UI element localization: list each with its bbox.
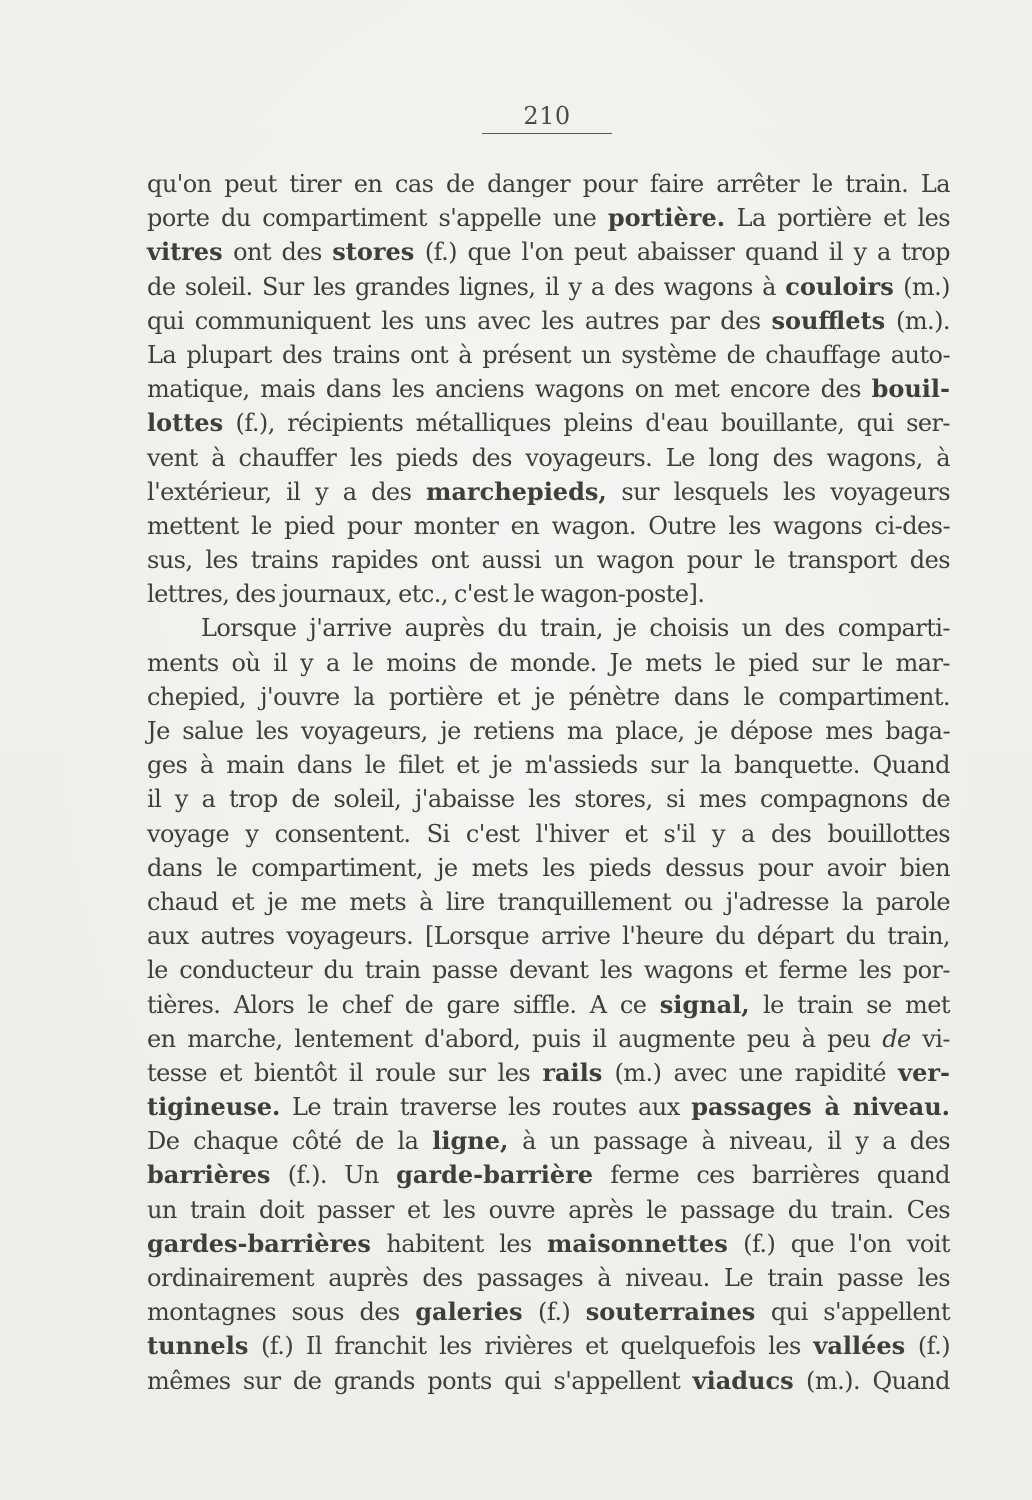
text-line: [147, 611, 950, 645]
text-line: [147, 509, 950, 543]
text-segment: qu'on peut tirer en cas de danger pour faire arrêter le train. La: [147, 170, 950, 198]
text-segment: (m.).: [885, 306, 951, 335]
text-segment: ments où il y a le moins de monde. Je mets le pied sur le mar-: [147, 648, 950, 677]
bold-term: lottes: [147, 408, 224, 438]
bold-term: barrières: [147, 1160, 271, 1190]
text-segment: vent à chauffer les pieds des voyageurs. Le long des wagons, à: [147, 443, 950, 472]
text-segment: un train doit passer et les ouvre après le passage du train. Ces: [147, 1195, 950, 1224]
text-segment: le conducteur du train passe devant les wagons et ferme les por-: [147, 956, 950, 985]
text-line: [147, 1364, 950, 1398]
text-line: [147, 304, 950, 338]
text-segment: qui communiquent les uns avec les autres par des: [147, 306, 772, 335]
text-segment: mêmes sur de grands ponts qui s'appellent: [147, 1366, 693, 1395]
bold-term: couloirs: [785, 271, 894, 301]
bold-term: soufflets: [771, 305, 886, 335]
text-line: [147, 1329, 950, 1363]
text-line: [147, 441, 950, 475]
text-line: [147, 851, 950, 885]
text-segment: lettres, des journaux, etc., c'est le wagon-poste].: [147, 580, 705, 609]
text-segment: porte du compartiment s'appelle une: [147, 204, 608, 233]
text-segment: mettent le pied pour monter en wagon. Outre les wagons ci-des-: [147, 511, 950, 540]
bold-term: bouil-: [871, 374, 950, 404]
bold-term: marchepieds,: [425, 476, 607, 506]
bold-term: ver-: [898, 1057, 950, 1087]
text-segment: habitent les: [370, 1229, 548, 1258]
text-line: [147, 270, 950, 304]
text-segment: ordinairement auprès des passages à niveau. Le train passe les: [147, 1264, 950, 1292]
text-line: [147, 885, 950, 919]
text-segment: qui s'appellent: [755, 1298, 950, 1327]
text-segment: de soleil. Sur les grandes lignes, il y a des wagons à: [147, 272, 786, 301]
text-line: [147, 953, 950, 987]
bold-term: maisonnettes: [547, 1228, 728, 1258]
text-segment: La plupart des trains ont à présent un système de chauffage auto-: [147, 340, 950, 369]
bold-term: tigineuse.: [147, 1092, 281, 1122]
bold-term: vitres: [147, 237, 223, 267]
text-segment: en marche, lentement d'abord, puis il augmente peu à peu: [147, 1024, 883, 1053]
text-line: [147, 543, 950, 577]
text-line: [147, 1022, 950, 1056]
text-segment: (f.) Il franchit les rivières et quelquefois les: [248, 1332, 814, 1361]
text-segment: (m.): [893, 272, 950, 301]
text-line: [147, 1227, 950, 1261]
bold-term: stores: [332, 237, 415, 267]
text-line: [147, 167, 950, 201]
text-segment: chaud et je me mets à lire tranquillement ou j'adresse la parole: [147, 887, 950, 916]
text-line: [147, 475, 950, 509]
text-segment: Lorsque j'arrive auprès du train, je choisis un des comparti-: [201, 614, 950, 643]
text-segment: tières. Alors le chef de gare siffle. A ce: [147, 990, 660, 1019]
text-line: [147, 372, 950, 406]
bold-term: souterraines: [585, 1297, 756, 1327]
text-segment: De chaque côté de la: [147, 1127, 433, 1156]
text-line: [147, 919, 950, 953]
text-line: [147, 1090, 950, 1124]
text-line: [147, 577, 950, 611]
bold-term: garde-barrière: [396, 1160, 594, 1190]
text-segment: montagnes sous des: [147, 1298, 416, 1327]
text-segment: Le train traverse les routes aux: [280, 1093, 692, 1122]
bold-term: ligne,: [432, 1126, 509, 1156]
bold-term: gardes-barrières: [147, 1228, 371, 1258]
text-segment: (f.) que l'on peut abaisser quand il y a trop: [414, 238, 950, 267]
text-line: [147, 1261, 950, 1295]
text-segment: chepied, j'ouvre la portière et je pénètre dans le compartiment.: [147, 682, 950, 711]
italic-text: de: [882, 1024, 911, 1053]
text-segment: matique, mais dans les anciens wagons on met encore des: [147, 375, 872, 404]
bold-term: viaducs: [692, 1365, 794, 1395]
text-segment: ges à main dans le filet et je m'assieds sur la banquette. Quand: [147, 751, 950, 780]
text-segment: ferme ces barrières quand: [593, 1161, 950, 1190]
text-segment: (m.) avec une rapidité: [602, 1058, 899, 1087]
text-segment: tesse et bientôt il roule sur les: [147, 1058, 543, 1087]
bold-term: tunnels: [147, 1331, 249, 1361]
text-line: [147, 748, 950, 782]
page-number-rule: [482, 133, 612, 134]
text-segment: sus, les trains rapides ont aussi un wagon pour le transport des: [147, 546, 950, 575]
text-line: [147, 201, 950, 235]
text-segment: ont des: [222, 238, 333, 267]
text-line: [147, 817, 950, 851]
text-line: [147, 235, 950, 269]
text-line: [147, 1056, 950, 1090]
text-line: [147, 1193, 950, 1227]
text-segment: vi-: [910, 1024, 950, 1053]
text-segment: Je salue les voyageurs, je retiens ma place, je dépose mes baga-: [147, 717, 950, 745]
text-segment: l'extérieur, il y a des: [147, 477, 426, 506]
text-segment: (f.). Un: [270, 1161, 397, 1190]
text-line: [147, 782, 950, 816]
text-segment: (f.) que l'on voit: [727, 1229, 950, 1258]
bold-term: galeries: [415, 1297, 523, 1327]
page-number: 210: [523, 102, 571, 130]
bold-term: signal,: [659, 989, 750, 1019]
text-line: [147, 338, 950, 372]
text-segment: (m.). Quand: [793, 1366, 950, 1395]
text-line: [147, 680, 950, 714]
bold-term: vallées: [813, 1331, 906, 1361]
body-text: [147, 167, 950, 1398]
bold-term: rails: [542, 1057, 603, 1087]
text-segment: (f.), récipients métalliques pleins d'eau bouillante, qui ser-: [223, 409, 950, 438]
text-segment: voyage y consentent. Si c'est l'hiver et s'il y a des bouillottes: [147, 819, 950, 848]
text-line: [147, 988, 950, 1022]
text-line: [147, 646, 950, 680]
text-segment: le train se met: [749, 990, 950, 1019]
text-line: [147, 1124, 950, 1158]
text-line: [147, 1158, 950, 1192]
text-segment: à un passage à niveau, il y a des: [508, 1127, 950, 1156]
text-segment: (f.): [905, 1332, 951, 1361]
text-segment: La portière et les: [725, 204, 950, 233]
text-segment: dans le compartiment, je mets les pieds dessus pour avoir bien: [147, 853, 950, 882]
text-segment: aux autres voyageurs. [Lorsque arrive l'heure du départ du train,: [147, 922, 950, 951]
text-segment: (f.): [522, 1298, 586, 1327]
bold-term: portière.: [607, 203, 726, 233]
text-segment: sur lesquels les voyageurs: [606, 477, 950, 506]
text-line: [147, 1295, 950, 1329]
text-segment: il y a trop de soleil, j'abaisse les stores, si mes compagnons de: [147, 785, 950, 814]
text-line: [147, 714, 950, 748]
bold-term: passages à niveau.: [691, 1092, 950, 1122]
text-line: [147, 406, 950, 440]
